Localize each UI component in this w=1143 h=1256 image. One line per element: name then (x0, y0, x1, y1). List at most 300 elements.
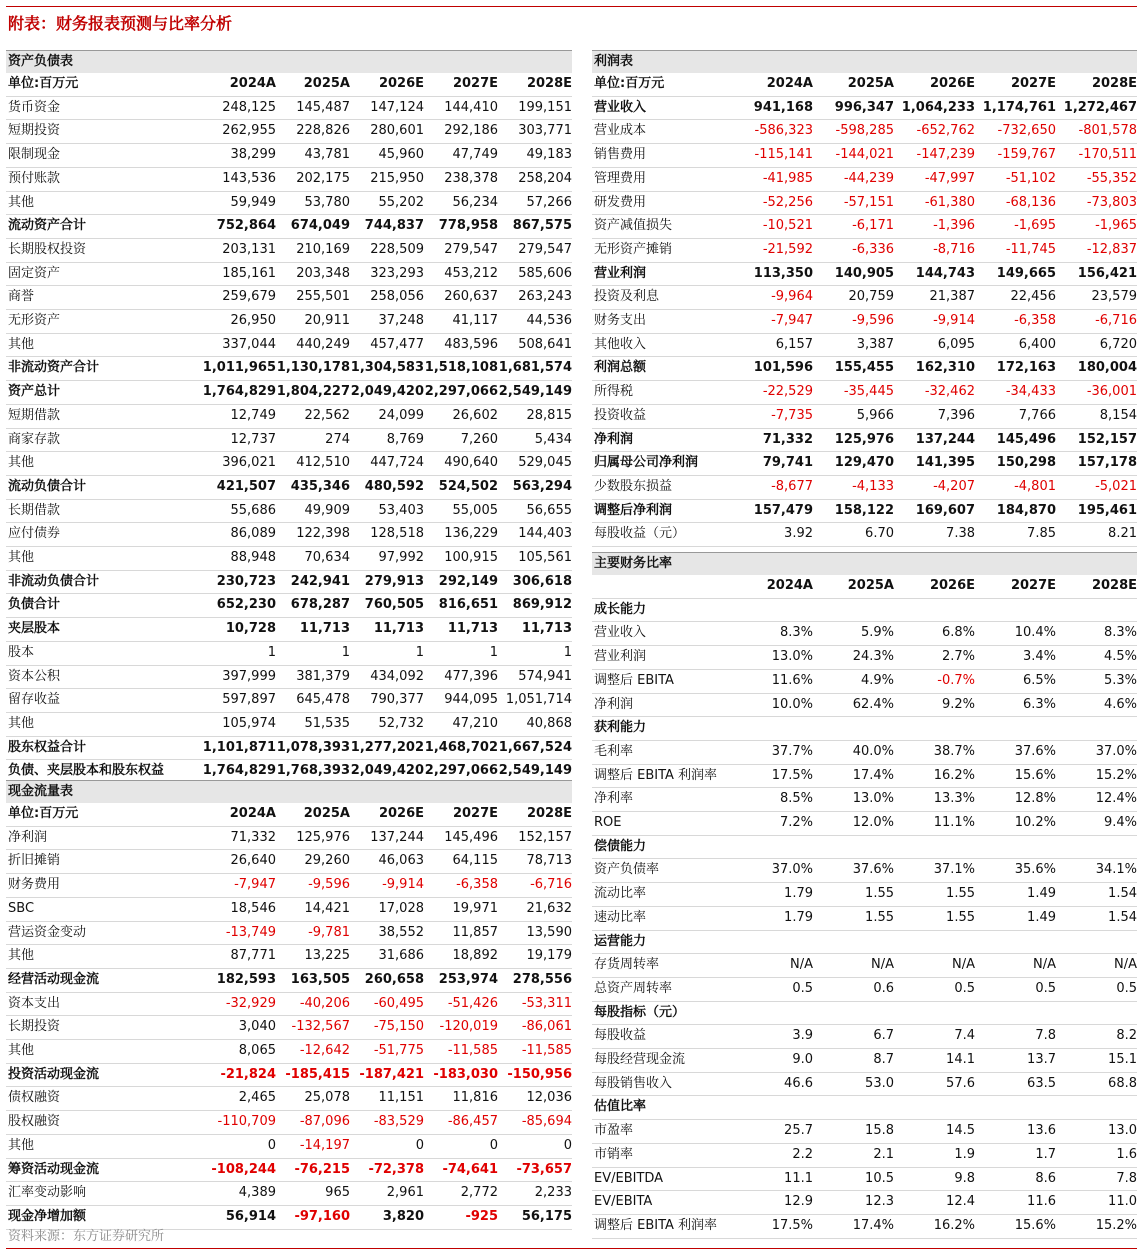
cell-value: 43,781 (276, 144, 350, 168)
cell-value: 17,028 (350, 897, 424, 921)
cell-value: 1,130,178 (276, 357, 350, 381)
cell-value: 17.5% (732, 764, 813, 788)
cell-value: -7,735 (732, 404, 813, 428)
section-label: 获利能力 (592, 717, 732, 741)
cell-value: 6,095 (894, 333, 975, 357)
cell-value: 6.70 (813, 523, 894, 547)
cell-value: 1,764,829 (202, 760, 276, 784)
table-row (592, 812, 1137, 836)
cell-value: 125,976 (276, 826, 350, 850)
year-header: 2024A (202, 803, 276, 826)
row-label: 其他 (6, 333, 202, 357)
cell-value: 101,596 (732, 357, 813, 381)
cell-value: 279,547 (498, 238, 572, 262)
unit-label (592, 575, 732, 598)
cell-value: 49,183 (498, 144, 572, 168)
table-row (592, 238, 1137, 262)
cell-value: 11,151 (350, 1087, 424, 1111)
cell-value: 52,732 (350, 712, 424, 736)
cell-value: 70,634 (276, 547, 350, 571)
cell-value: -44,239 (813, 167, 894, 191)
cell-value: 5.3% (1056, 669, 1137, 693)
cell-value: -72,378 (350, 1158, 424, 1182)
cell-value: 19,179 (498, 945, 572, 969)
cell-value: N/A (1056, 954, 1137, 978)
cell-value: -53,311 (498, 992, 572, 1016)
income-statement-title: 利润表 (592, 50, 1137, 73)
row-label: 调整后净利润 (592, 499, 732, 523)
cell-value: 5,966 (813, 404, 894, 428)
cell-value: -60,495 (350, 992, 424, 1016)
cell-value: 0.6 (813, 977, 894, 1001)
cell-value: -10,521 (732, 215, 813, 239)
cell-value: 6.7 (813, 1025, 894, 1049)
cell-value: 1.9 (894, 1143, 975, 1167)
cell-value: -68,136 (975, 191, 1056, 215)
cell-value: 6,157 (732, 333, 813, 357)
bottom-rule (6, 1248, 1137, 1249)
row-label: 流动负债合计 (6, 475, 202, 499)
cell-value: 17.5% (732, 1214, 813, 1238)
cell-value: 20,911 (276, 310, 350, 334)
cell-value: 145,496 (975, 428, 1056, 452)
section-label: 估值比率 (592, 1096, 732, 1120)
cell-value: -144,021 (813, 144, 894, 168)
cell-value: -51,775 (350, 1040, 424, 1064)
cell-value: 105,561 (498, 547, 572, 571)
cell-value: 100,915 (424, 547, 498, 571)
cell-value: 199,151 (498, 96, 572, 120)
cell-value: 242,941 (276, 570, 350, 594)
cell-value: 11.1% (894, 812, 975, 836)
year-header: 2025A (813, 575, 894, 598)
cell-value: 1 (498, 641, 572, 665)
row-label: 应付债券 (6, 523, 202, 547)
cell-value: 8.21 (1056, 523, 1137, 547)
table-row (592, 1214, 1137, 1238)
section-label: 每股指标（元） (592, 1001, 732, 1025)
row-label: 净利润 (6, 826, 202, 850)
cell-value: 1.6 (1056, 1143, 1137, 1167)
cell-value: 157,178 (1056, 452, 1137, 476)
table-row (592, 954, 1137, 978)
row-label: 留存收益 (6, 689, 202, 713)
row-label: 市盈率 (592, 1120, 732, 1144)
cell-value: 56,175 (498, 1205, 572, 1229)
year-header: 2026E (350, 803, 424, 826)
cell-value: 7.85 (975, 523, 1056, 547)
table-row (6, 1016, 572, 1040)
cell-value: 55,686 (202, 499, 276, 523)
row-label: 每股收益（元） (592, 523, 732, 547)
table-row (6, 523, 572, 547)
cell-value: 434,092 (350, 665, 424, 689)
table-row (592, 669, 1137, 693)
row-label: 流动比率 (592, 883, 732, 907)
cell-value: 1,667,524 (498, 736, 572, 760)
row-label: 财务支出 (592, 310, 732, 334)
cell-value: 8.7 (813, 1049, 894, 1073)
cell-value: 816,651 (424, 594, 498, 618)
table-row (592, 977, 1137, 1001)
cell-value: 21,632 (498, 897, 572, 921)
cell-value: 1,064,233 (894, 96, 975, 120)
table-row (6, 1087, 572, 1111)
cell-value: 143,536 (202, 167, 276, 191)
cell-value: 2.7% (894, 646, 975, 670)
cell-value: 3.4% (975, 646, 1056, 670)
row-label: 资产总计 (6, 381, 202, 405)
cell-value: 652,230 (202, 594, 276, 618)
cell-value: 7,260 (424, 428, 498, 452)
table-row (6, 874, 572, 898)
cell-value: 15.2% (1056, 764, 1137, 788)
cell-value: 585,606 (498, 262, 572, 286)
cell-value: -652,762 (894, 120, 975, 144)
cell-value: 144,403 (498, 523, 572, 547)
cell-value: -6,358 (424, 874, 498, 898)
cell-value: 105,974 (202, 712, 276, 736)
cell-value: 8.6 (975, 1167, 1056, 1191)
table-row (592, 167, 1137, 191)
cell-value: 6.5% (975, 669, 1056, 693)
cell-value: 17.4% (813, 1214, 894, 1238)
cell-value: 508,641 (498, 333, 572, 357)
cell-value: 152,157 (498, 826, 572, 850)
cell-value: 150,298 (975, 452, 1056, 476)
cell-value: 9.4% (1056, 812, 1137, 836)
cell-value: 12.0% (813, 812, 894, 836)
cell-value: 7.8 (1056, 1167, 1137, 1191)
cell-value: -75,150 (350, 1016, 424, 1040)
cell-value: 996,347 (813, 96, 894, 120)
cell-value: 8,065 (202, 1040, 276, 1064)
cell-value: 1.79 (732, 883, 813, 907)
row-label: 净利润 (592, 428, 732, 452)
cell-value: 169,607 (894, 499, 975, 523)
row-label: 调整后 EBITA 利润率 (592, 1214, 732, 1238)
cell-value: -6,358 (975, 310, 1056, 334)
cell-value: 2,297,066 (424, 381, 498, 405)
table-row (6, 357, 572, 381)
cell-value: -598,285 (813, 120, 894, 144)
cell-value: 2,549,149 (498, 381, 572, 405)
row-label: 每股经营现金流 (592, 1049, 732, 1073)
cell-value: 63.5 (975, 1072, 1056, 1096)
row-label: 营业成本 (592, 120, 732, 144)
cell-value (975, 1096, 1056, 1120)
cell-value: 11,816 (424, 1087, 498, 1111)
cell-value: 524,502 (424, 475, 498, 499)
row-label: 其他 (6, 1134, 202, 1158)
row-label: 无形资产摊销 (592, 238, 732, 262)
balance-sheet-table (6, 73, 572, 784)
table-row (592, 452, 1137, 476)
cell-value: -73,803 (1056, 191, 1137, 215)
year-header: 2025A (276, 803, 350, 826)
cell-value: 867,575 (498, 215, 572, 239)
cell-value: 8.2 (1056, 1025, 1137, 1049)
row-label: 存货周转率 (592, 954, 732, 978)
table-row (6, 1182, 572, 1206)
cell-value: 337,044 (202, 333, 276, 357)
row-label: 资产负债率 (592, 859, 732, 883)
cell-value: 46.6 (732, 1072, 813, 1096)
cell-value: 53.0 (813, 1072, 894, 1096)
row-label: 限制现金 (6, 144, 202, 168)
cell-value: -83,529 (350, 1111, 424, 1135)
cell-value: 1,078,393 (276, 736, 350, 760)
table-row (592, 499, 1137, 523)
table-row (592, 404, 1137, 428)
cell-value: 10,728 (202, 618, 276, 642)
cell-value: 26,950 (202, 310, 276, 334)
cell-value: -6,716 (1056, 310, 1137, 334)
cell-value: -21,824 (202, 1063, 276, 1087)
source-note: 资料来源：东方证券研究所 (8, 1229, 165, 1244)
cell-value (1056, 1096, 1137, 1120)
cell-value: 12.4 (894, 1191, 975, 1215)
cell-value: 12.4% (1056, 788, 1137, 812)
cell-value: 447,724 (350, 452, 424, 476)
cell-value: 397,999 (202, 665, 276, 689)
cell-value: 0.5 (975, 977, 1056, 1001)
cell-value: -7,947 (732, 310, 813, 334)
cell-value: 88,948 (202, 547, 276, 571)
cell-value: 12,749 (202, 404, 276, 428)
cell-value: 144,410 (424, 96, 498, 120)
row-label: 少数股东损益 (592, 475, 732, 499)
cell-value: -6,716 (498, 874, 572, 898)
cell-value: -12,642 (276, 1040, 350, 1064)
cell-value: 0.5 (732, 977, 813, 1001)
cell-value: N/A (732, 954, 813, 978)
cell-value: -9,964 (732, 286, 813, 310)
table-row (6, 992, 572, 1016)
year-header: 2026E (350, 73, 424, 96)
cell-value: 260,637 (424, 286, 498, 310)
cell-value: 262,955 (202, 120, 276, 144)
row-label: 经营活动现金流 (6, 968, 202, 992)
cell-value: 6.3% (975, 693, 1056, 717)
cell-value: 4.9% (813, 669, 894, 693)
cell-value: -9,596 (813, 310, 894, 334)
table-row (592, 357, 1137, 381)
table-row (6, 618, 572, 642)
cell-value: 323,293 (350, 262, 424, 286)
table-row (592, 646, 1137, 670)
cell-value: 1,272,467 (1056, 96, 1137, 120)
cell-value: -86,457 (424, 1111, 498, 1135)
section-label: 偿债能力 (592, 835, 732, 859)
cell-value: 17.4% (813, 764, 894, 788)
cell-value: 0 (202, 1134, 276, 1158)
cell-value: -87,096 (276, 1111, 350, 1135)
cell-value: -115,141 (732, 144, 813, 168)
income-statement-table (592, 73, 1137, 547)
row-label: 股本 (6, 641, 202, 665)
cell-value: 203,348 (276, 262, 350, 286)
table-row (592, 144, 1137, 168)
cell-value: -4,207 (894, 475, 975, 499)
cell-value: 136,229 (424, 523, 498, 547)
cell-value (732, 930, 813, 954)
cell-value: 1,768,393 (276, 760, 350, 784)
cell-value (1056, 930, 1137, 954)
cell-value: 24.3% (813, 646, 894, 670)
ratios-panel (592, 552, 1137, 1239)
section-row (592, 1001, 1137, 1025)
cell-value (1056, 835, 1137, 859)
table-row (6, 712, 572, 736)
cell-value: 158,122 (813, 499, 894, 523)
cell-value: 2,297,066 (424, 760, 498, 784)
table-row (592, 1167, 1137, 1191)
cell-value: 8,769 (350, 428, 424, 452)
cell-value: -12,837 (1056, 238, 1137, 262)
cell-value: 303,771 (498, 120, 572, 144)
table-row (592, 262, 1137, 286)
unit-label: 单位:百万元 (6, 803, 202, 826)
cell-value: 278,556 (498, 968, 572, 992)
table-row (592, 622, 1137, 646)
row-label: 市销率 (592, 1143, 732, 1167)
cell-value (732, 1096, 813, 1120)
cell-value: 11,857 (424, 921, 498, 945)
cell-value: 11.0 (1056, 1191, 1137, 1215)
cell-value: 12,737 (202, 428, 276, 452)
cell-value: 483,596 (424, 333, 498, 357)
table-row (6, 333, 572, 357)
cell-value (813, 598, 894, 622)
cell-value: 113,350 (732, 262, 813, 286)
cell-value: 184,870 (975, 499, 1056, 523)
cell-value: 563,294 (498, 475, 572, 499)
cell-value (894, 930, 975, 954)
cell-value: 1,764,829 (202, 381, 276, 405)
cell-value: 215,950 (350, 167, 424, 191)
cell-value: 1,304,583 (350, 357, 424, 381)
table-row (6, 665, 572, 689)
cell-value: 44,536 (498, 310, 572, 334)
table-row (6, 641, 572, 665)
cell-value: 40.0% (813, 740, 894, 764)
cell-value: 203,131 (202, 238, 276, 262)
table-row (6, 167, 572, 191)
cell-value: 185,161 (202, 262, 276, 286)
cell-value: 944,095 (424, 689, 498, 713)
cell-value: 14.1 (894, 1049, 975, 1073)
cell-value: 23,579 (1056, 286, 1137, 310)
row-label: 短期投资 (6, 120, 202, 144)
cell-value: -73,657 (498, 1158, 572, 1182)
cell-value: 137,244 (894, 428, 975, 452)
cell-value: -11,585 (424, 1040, 498, 1064)
cell-value: 11,713 (424, 618, 498, 642)
cell-value (894, 598, 975, 622)
table-row (6, 1040, 572, 1064)
cell-value: -6,336 (813, 238, 894, 262)
cell-value: 14,421 (276, 897, 350, 921)
cell-value: 18,892 (424, 945, 498, 969)
row-label: 净利润 (592, 693, 732, 717)
cell-value: 37.1% (894, 859, 975, 883)
row-label: 资本公积 (6, 665, 202, 689)
cell-value: 435,346 (276, 475, 350, 499)
cell-value: 529,045 (498, 452, 572, 476)
cell-value: -40,206 (276, 992, 350, 1016)
cell-value: 163,505 (276, 968, 350, 992)
cell-value: 0 (424, 1134, 498, 1158)
cell-value: -925 (424, 1205, 498, 1229)
table-row (6, 238, 572, 262)
table-row (592, 883, 1137, 907)
cell-value: -4,133 (813, 475, 894, 499)
cell-value: 6.8% (894, 622, 975, 646)
cell-value: -8,677 (732, 475, 813, 499)
cell-value: -1,965 (1056, 215, 1137, 239)
cell-value: 597,897 (202, 689, 276, 713)
cell-value: 744,837 (350, 215, 424, 239)
cell-value: -13,749 (202, 921, 276, 945)
cell-value: 440,249 (276, 333, 350, 357)
cell-value: 46,063 (350, 850, 424, 874)
cell-value: 10.0% (732, 693, 813, 717)
table-row (6, 310, 572, 334)
row-label: 其他 (6, 191, 202, 215)
cell-value: 253,974 (424, 968, 498, 992)
row-label: 每股销售收入 (592, 1072, 732, 1096)
row-label: 长期借款 (6, 499, 202, 523)
cell-value: 1,277,202 (350, 736, 424, 760)
cash-flow-title: 现金流量表 (6, 780, 572, 803)
table-row (592, 381, 1137, 405)
cell-value: 1.55 (894, 883, 975, 907)
cell-value: 57.6 (894, 1072, 975, 1096)
row-label: 筹资活动现金流 (6, 1158, 202, 1182)
cell-value (975, 835, 1056, 859)
cell-value: 965 (276, 1182, 350, 1206)
table-row (6, 1205, 572, 1229)
cell-value: 24,099 (350, 404, 424, 428)
balance-sheet-title: 资产负债表 (6, 50, 572, 73)
cell-value: 180,004 (1056, 357, 1137, 381)
cell-value: 1,174,761 (975, 96, 1056, 120)
row-label: 营运资金变动 (6, 921, 202, 945)
cell-value: 6,400 (975, 333, 1056, 357)
row-label: 其他 (6, 452, 202, 476)
year-header: 2026E (894, 73, 975, 96)
cell-value: 11,713 (498, 618, 572, 642)
cell-value: -147,239 (894, 144, 975, 168)
cell-value: 457,477 (350, 333, 424, 357)
cell-value: 18,546 (202, 897, 276, 921)
row-label: 折旧摊销 (6, 850, 202, 874)
cell-value: 55,005 (424, 499, 498, 523)
header-row (6, 803, 572, 826)
table-row (6, 286, 572, 310)
cell-value: -76,215 (276, 1158, 350, 1182)
row-label: 股权融资 (6, 1111, 202, 1135)
cell-value: -8,716 (894, 238, 975, 262)
cell-value: 2,049,420 (350, 381, 424, 405)
row-label: 资本支出 (6, 992, 202, 1016)
section-row (592, 930, 1137, 954)
cell-value: 4,389 (202, 1182, 276, 1206)
cell-value: 1.55 (813, 883, 894, 907)
row-label: 毛利率 (592, 740, 732, 764)
table-row (592, 1072, 1137, 1096)
